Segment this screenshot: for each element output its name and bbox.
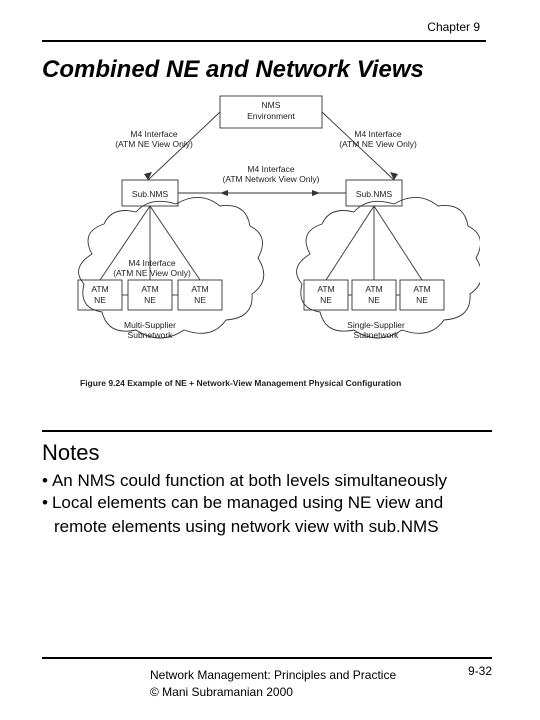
bullet-2-continuation-text: remote elements using network view with sub.NMS [54,517,439,536]
right-cloud-label-1: Single-Supplier [347,320,405,330]
bullet-1-text: An NMS could function at both levels simultaneously [51,471,447,490]
bullet-1: • An NMS could function at both levels simultaneously [42,471,447,490]
left-cloud-label-1: Multi-Supplier [124,320,176,330]
ne-label-top: ATM [191,284,209,294]
nms-label-1: NMS [261,100,281,110]
m4-right-label-1: M4 Interface [354,129,402,139]
header-rule [42,40,486,42]
footer-copyright: © Mani Subramanian 2000 [150,685,293,699]
ne-label-top: ATM [141,284,159,294]
footer-rule [42,657,492,659]
footer-text [150,667,396,701]
subnms-left-label: Sub.NMS [131,189,169,199]
subnms-right-label: Sub.NMS [355,189,393,199]
ne-label-bottom: NE [144,295,156,305]
network-diagram [60,94,480,394]
ne-label-bottom: NE [94,295,106,305]
m4-right-label-2: (ATM NE View Only) [339,139,417,149]
bullet-2: • Local elements can be managed using NE view and [42,493,444,512]
ne-label-top: ATM [365,284,383,294]
footer-book: Network Management: Principles and Practice [150,668,397,682]
right-cloud [297,197,480,338]
m4-cloud-label-2: (ATM NE View Only) [113,268,191,278]
ne-label-bottom: NE [320,295,332,305]
left-cloud-label-2: Subnetwork [127,330,173,340]
ne-label-top: ATM [413,284,431,294]
ne-label-top: ATM [91,284,109,294]
notes-heading: Notes [42,440,100,465]
ne-label-bottom: NE [368,295,380,305]
m4-left-label-2: (ATM NE View Only) [115,139,193,149]
m4-center-label-1: M4 Interface [247,164,295,174]
figure-caption: Figure 9.24 Example of NE + Network-View Management Physical Configuration [80,378,402,388]
chapter-label: Chapter 9 [427,20,480,34]
slide-title: Combined NE and Network Views [42,56,424,83]
bullet-2-continuation [54,516,439,538]
notes-rule [42,430,492,432]
ne-label-bottom: NE [416,295,428,305]
ne-label-top: ATM [317,284,335,294]
m4-cloud-label-1: M4 Interface [128,258,176,268]
ne-label-bottom: NE [194,295,206,305]
nms-label-2: Environment [247,111,295,121]
right-cloud-label-2: Subnetwork [353,330,399,340]
bullet-2-text: Local elements can be managed using NE view and [51,493,444,512]
page-number: 9-32 [468,664,493,678]
m4-left-label-1: M4 Interface [130,129,178,139]
m4-center-label-2: (ATM Network View Only) [222,174,320,184]
